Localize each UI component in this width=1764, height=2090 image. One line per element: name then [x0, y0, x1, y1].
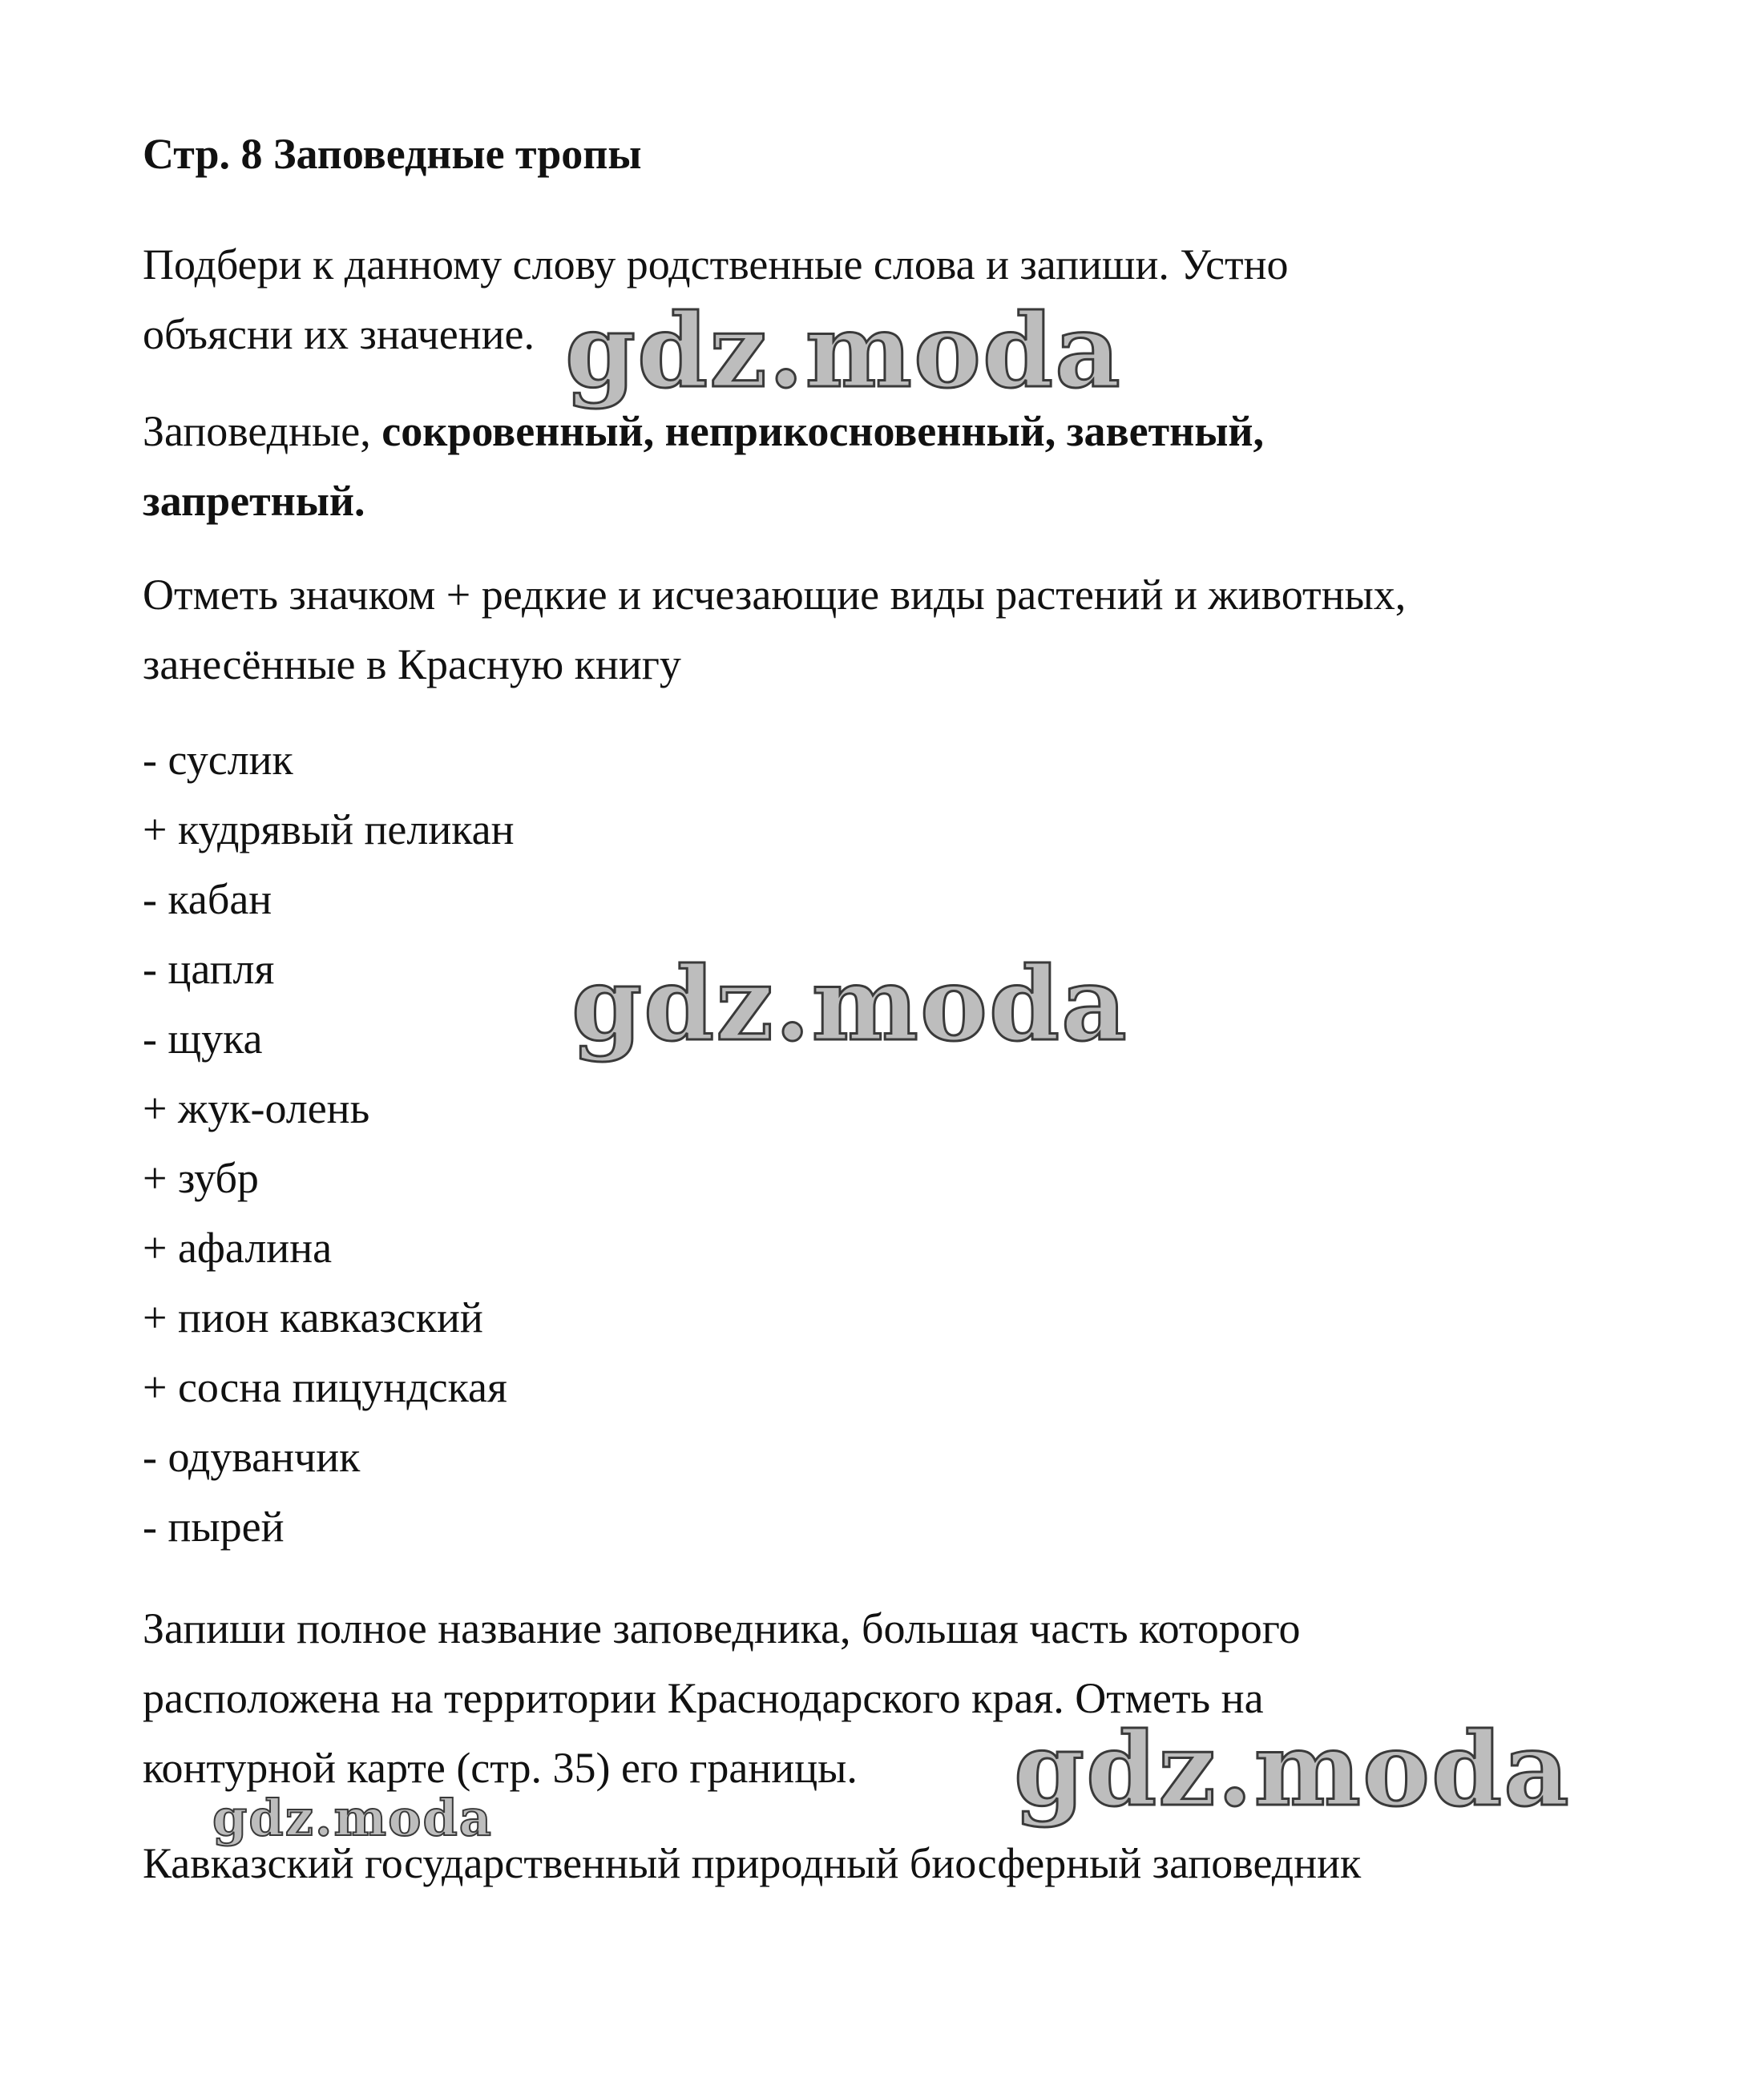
answer-1-words: сокровенный, неприкосновенный, заветный, — [381, 407, 1265, 455]
list-item: + кудрявый пеликан — [143, 805, 515, 853]
list-item: - суслик — [143, 736, 293, 784]
list-item: - кабан — [143, 875, 272, 923]
task-1-line-1: Подбери к данному слову родственные слова и запиши. Устно — [143, 240, 1289, 288]
answer-1-line-1 — [143, 407, 1264, 455]
list-item: + сосна пицундская — [143, 1363, 507, 1411]
task-2-line-1: Отметь значком + редкие и исчезающие виды растений и животных, — [143, 571, 1407, 619]
answer-1-prefix: Заповедные, — [143, 407, 382, 455]
task-3-line-3: контурной карте (стр. 35) его границы. — [143, 1744, 858, 1792]
list-item: + пион кавказский — [143, 1293, 483, 1342]
task-1-line-2: объясни их значение. — [143, 310, 535, 358]
list-item: + афалина — [143, 1224, 333, 1272]
list-item: - цапля — [143, 945, 275, 993]
watermark: gdz.moda — [571, 945, 1128, 1063]
answer-3: Кавказский государственный природный биосферный заповедник — [143, 1839, 1362, 1887]
task-2-line-2: занесённые в Красную книгу — [143, 640, 681, 688]
list-item: + жук-олень — [143, 1084, 370, 1132]
watermark: gdz.moda — [565, 292, 1122, 410]
answer-1-line-2: запретный. — [143, 477, 365, 525]
list-item: - одуванчик — [143, 1433, 361, 1481]
task-3-line-2: расположена на территории Краснодарского края. Отметь на — [143, 1674, 1264, 1722]
watermark: gdz.moda — [212, 1789, 493, 1847]
page-title: Стр. 8 Заповедные тропы — [143, 130, 642, 178]
list-item: - щука — [143, 1015, 263, 1063]
task-3-line-1: Запиши полное название заповедника, большая часть которого — [143, 1604, 1301, 1652]
watermark: gdz.moda — [1014, 1710, 1571, 1829]
list-item: + зубр — [143, 1154, 259, 1202]
list-item: - пырей — [143, 1503, 285, 1551]
